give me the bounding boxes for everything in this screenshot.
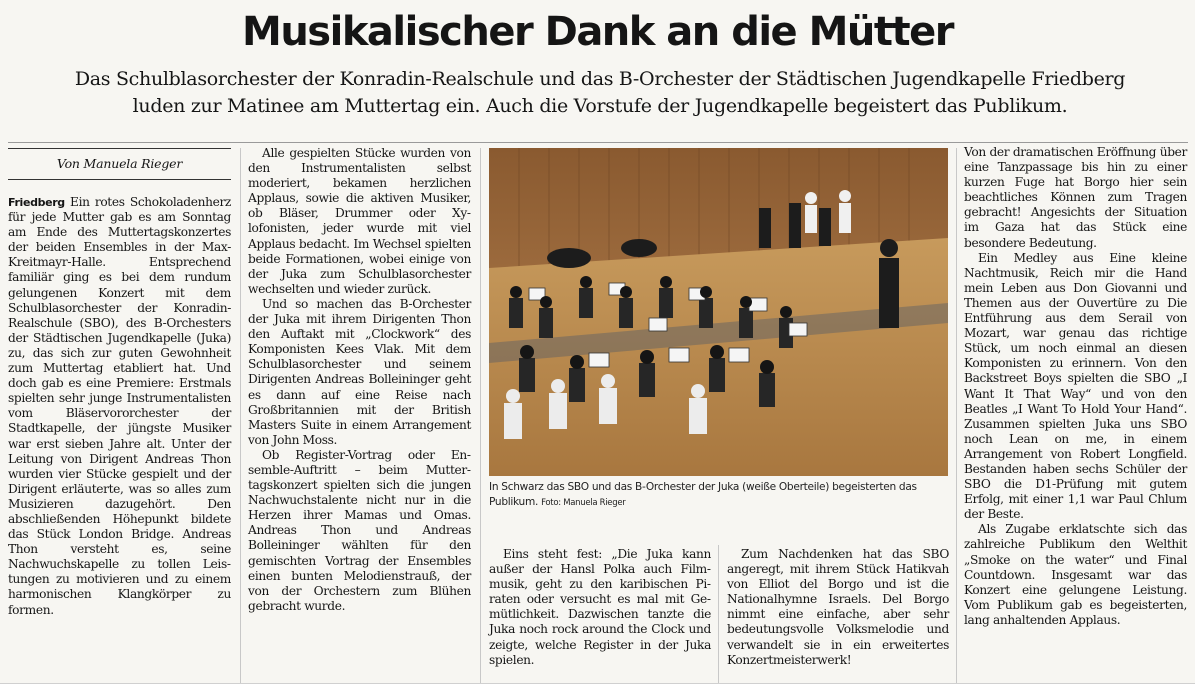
column-divider [480,148,481,683]
column-1-paragraph [8,195,231,618]
col1-text: Ein rotes Schokoladenherz für jede Mutter gab es am Sonntag am Ende des Muttertagskonzertes der beiden Ensembles in der Max-Kreitmayr-Halle. Entsprechend familiär ging es bei dem rundum gelungenen Konzert mit dem Schulblasorchester der Konradin-Realschule (SBO), des B-Orchesters der Städtischen Jugendkapelle (Juka) zu, das sich zur guten Gewohnheit zum Muttertag etabliert hat. Und doch gab es eine Premiere: Erstmals spielten sehr junge Instrumentalisten vom Bläservororchester der Stadtkapelle, der jüngste Musiker war erst sieben Jahre alt. Unter der Leitung von Dirigent Andreas Thon wurden vier Stücke gespielt und der Dirigent erläuterte, was so alles zum Musizieren dazugehört. Den abschließenden Höhepunkt bildete das Stück London Bridge. Andreas Thon versteht es, seine Nachwuchskapelle zu tollen Leistungen zu motivieren und zu einem harmonischen Klangkörper zu formen. [8,195,232,617]
concert-photo [489,148,948,476]
col5-paragraph-1: Von der dramatischen Eröffnung über eine Tanzpassage bis hin zu einer kurzen Fuge hat Borgo hier sein beachtliches Können zum Tragen gebracht! Angesichts der Situation im Gaza hat das Stück eine besondere Bedeutung. [964,145,1187,250]
col5-paragraph-2: Ein Medley aus Eine kleine Nachtmusik, Reich mir die Hand mein Leben aus Don Giovanni und Themen aus der Ouvertüre zu Die Entführung aus dem Serail von Mozart, war genau das richtige Stück, um noch einmal an diesen Komponisten zu erinnern. Von den Backstreet Boys spielten die SBO „I Want It That Way“ und von den Beatles „I Want To Hold Your Hand“. Zusammen spielten Juka uns SBO noch Lean on me, in einem Arrangement von Robert Longfield. Bestanden haben sechs Schüler der SBO die D1-Prüfung mit gutem Erfolg, mit einer 1,1 war Paul Chlum der Beste. [964,250,1187,522]
col4-paragraph-1: Zum Nachdenken hat das SBO angeregt, mit ihrem Stück Hatikvah von Elliot del Borgo und ist die Nationalhymne Israels. Del Borgo nimmt eine einfache, aber sehr bedeutungsvolle Volksmelodie und verwandelt sie in ein erweitertes Konzertmeisterwerk! [727,547,949,667]
caption-text: In Schwarz das SBO und das B-Orchester der Juka (weiße Oberteile) begeisterten das Publikum. [489,481,917,508]
col2-paragraph-2: Und so machen das B-Orchester der Juka mit ihrem Dirigenten Thon den Auftakt mit „Clockwork“ des Komponisten Kees Vlak. Mit dem Schulblasorchester und seinem Dirigenten Andreas Bolleininger geht es dann auf eine Reise nach Großbritannien mit der British Masters Suite in einem Arrangement von John Moss. [248,296,471,447]
concert-photo-graphic [489,148,948,476]
col2-paragraph-3: Ob Register-Vortrag oder Ensemble-Auftritt – beim Muttertagskonzert spielten sich die jungen Nachwuchstalente nicht nur in die Herzen ihrer Mamas und Omas. Andreas Thon und Andreas Bolleininger wählten für den gemischten Vortrag der Ensembles einen bunten Melodienstrauß, der von der Orchestern zum Blühen gebracht wurde. [248,447,471,613]
headline: Musikalischer Dank an die Mütter [242,9,953,55]
column-divider [718,545,719,683]
byline: Von Manuela Rieger [56,156,183,171]
header-rule [8,142,1188,143]
col3-paragraph-1: Eins steht fest: „Die Juka kann außer der Hansl Polka auch Filmmusik, geht zu den karibischen Piraten oder versucht es mal mit Gemütlichkeit. Dazwischen tanzte die Juka noch rock around the Clock und zeigte, welche Register in der Juka spielen. [489,547,711,667]
subhead-line-1: Das Schulblasorchester der Konradin-Realschule und das B-Orchester der Städtischen Jugendkapelle Friedberg [74,68,1126,90]
column-2 [248,146,471,614]
photo-credit: Foto: Manuela Rieger [541,498,626,508]
byline-box [8,148,231,180]
column-5 [964,145,1187,628]
col5-paragraph-3: Als Zugabe erklatschte sich das zahlreiche Publikum den Welthit „Smoke on the water“ und Final Countdown. Insgesamt war das Konzert eine gelungene Leistung. Vom Publikum gab es begeisterten, lang anhaltenden Applaus. [964,522,1187,627]
column-1 [8,195,231,618]
column-4 [727,547,949,668]
subheadline [30,66,1170,120]
column-divider [240,148,241,683]
col2-paragraph-1: Alle gespielten Stücke wurden von den Instrumentalisten selbst moderiert, bekamen herzlichen Applaus, sowie die aktiven Musiker, ob Bläser, Drummer oder Xylofonisten, jeder wurde mit viel Applaus bedacht. Im Wechsel spielten beide Formationen, wobei einige von der Juka zum Schulblasorchester wechselten und wieder zurück. [248,146,471,296]
column-3 [489,547,711,668]
column-divider [956,148,957,683]
photo-caption [489,480,948,511]
dateline: Friedberg [8,196,65,209]
subhead-line-2: luden zur Matinee am Muttertag ein. Auch die Vorstufe der Jugendkapelle begeistert das Publikum. [132,95,1068,117]
